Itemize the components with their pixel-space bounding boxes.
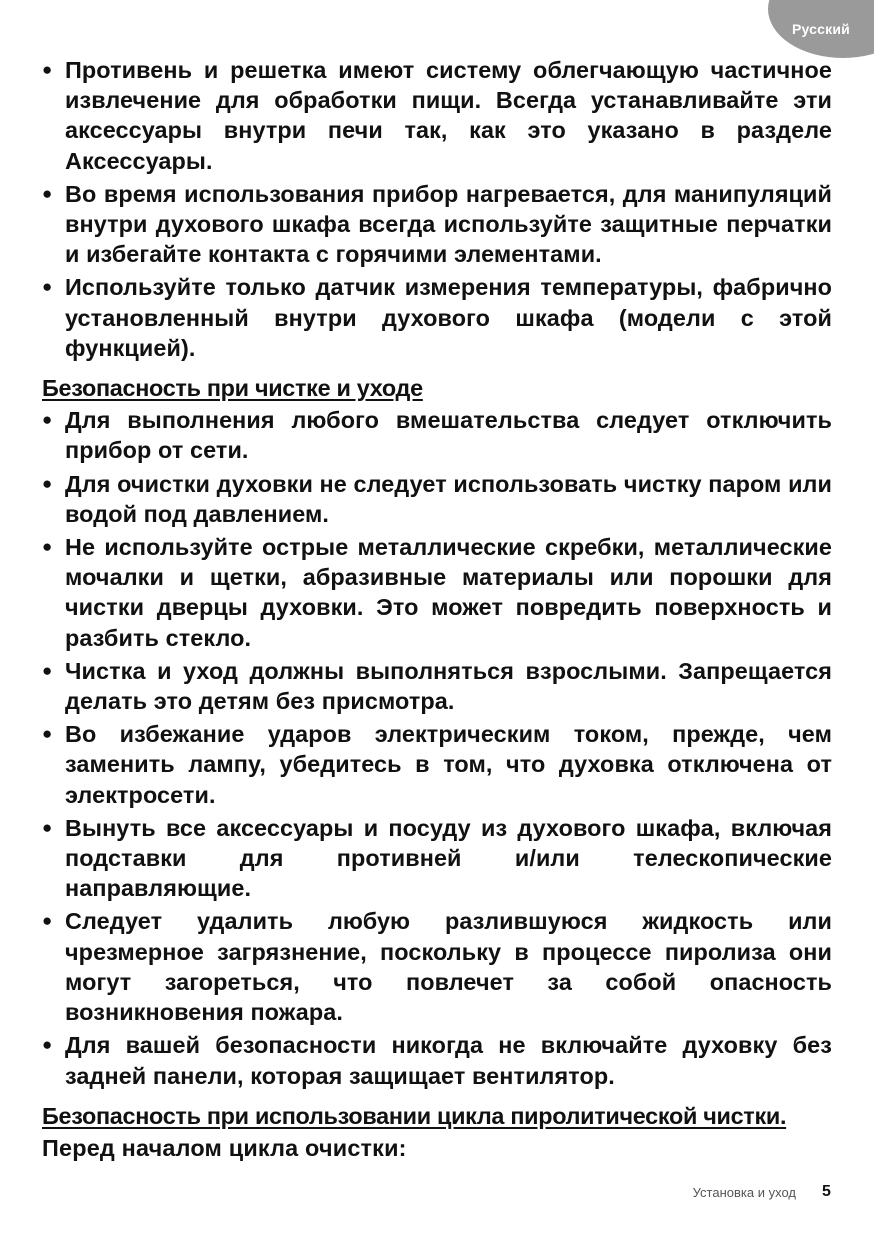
list-item: ● Для очистки духовки не следует использовать чистку паром или водой под давлением. (42, 469, 832, 529)
list-item: ● Вынуть все аксессуары и посуду из духового шкафа, включая подставки для противней и/или телескопические направляющие. (42, 813, 832, 904)
list-item: ● Противень и решетка имеют систему облегчающую частичное извлечение для обработки пищи. Всегда устанавливайте эти аксессуары внутри печи так, как это указано в разделе Аксессуары. (42, 55, 832, 176)
list-item: ● Следует удалить любую разлившуюся жидкость или чрезмерное загрязнение, поскольку в процессе пиролиза они могут загореться, что повлечет за собой опасность возникновения пожара. (42, 906, 832, 1027)
page-content (42, 55, 832, 1163)
cleaning-bullet-list (42, 405, 832, 1090)
list-item: ● Чистка и уход должны выполняться взрослыми. Запрещается делать это детям без присмотра. (42, 656, 832, 716)
list-item: ● Не используйте острые металлические скребки, металлические мочалки и щетки, абразивные материалы или порошки для чистки дверцы духовки. Это может повредить поверхность и разбить стекло. (42, 532, 832, 653)
language-label: Русский (792, 21, 850, 37)
intro-bullet-list (42, 55, 832, 363)
list-item: ● Для выполнения любого вмешательства следует отключить прибор от сети. (42, 405, 832, 465)
list-item: ● Во избежание ударов электрическим током, прежде, чем заменить лампу, убедитесь в том, что духовка отключена от электросети. (42, 719, 832, 810)
pyrolytic-section-heading: Безопасность при использовании цикла пиролитической чистки. (42, 1102, 787, 1129)
list-item: ● Во время использования прибор нагревается, для манипуляций внутри духового шкафа всегда используйте защитные перчатки и избегайте контакта с горячими элементами. (42, 179, 832, 270)
footer-section-name: Установка и уход (692, 1185, 796, 1200)
list-item: ● Используйте только датчик измерения температуры, фабрично установленный внутри духового шкафа (модели с этой функцией). (42, 272, 832, 363)
list-item: ● Для вашей безопасности никогда не включайте духовку без задней панели, которая защищает вентилятор. (42, 1030, 832, 1090)
pyrolytic-subheading: Перед началом цикла очистки: (42, 1134, 407, 1161)
page-number: 5 (822, 1183, 831, 1200)
cleaning-section-heading: Безопасность при чистке и уходе (42, 375, 423, 402)
